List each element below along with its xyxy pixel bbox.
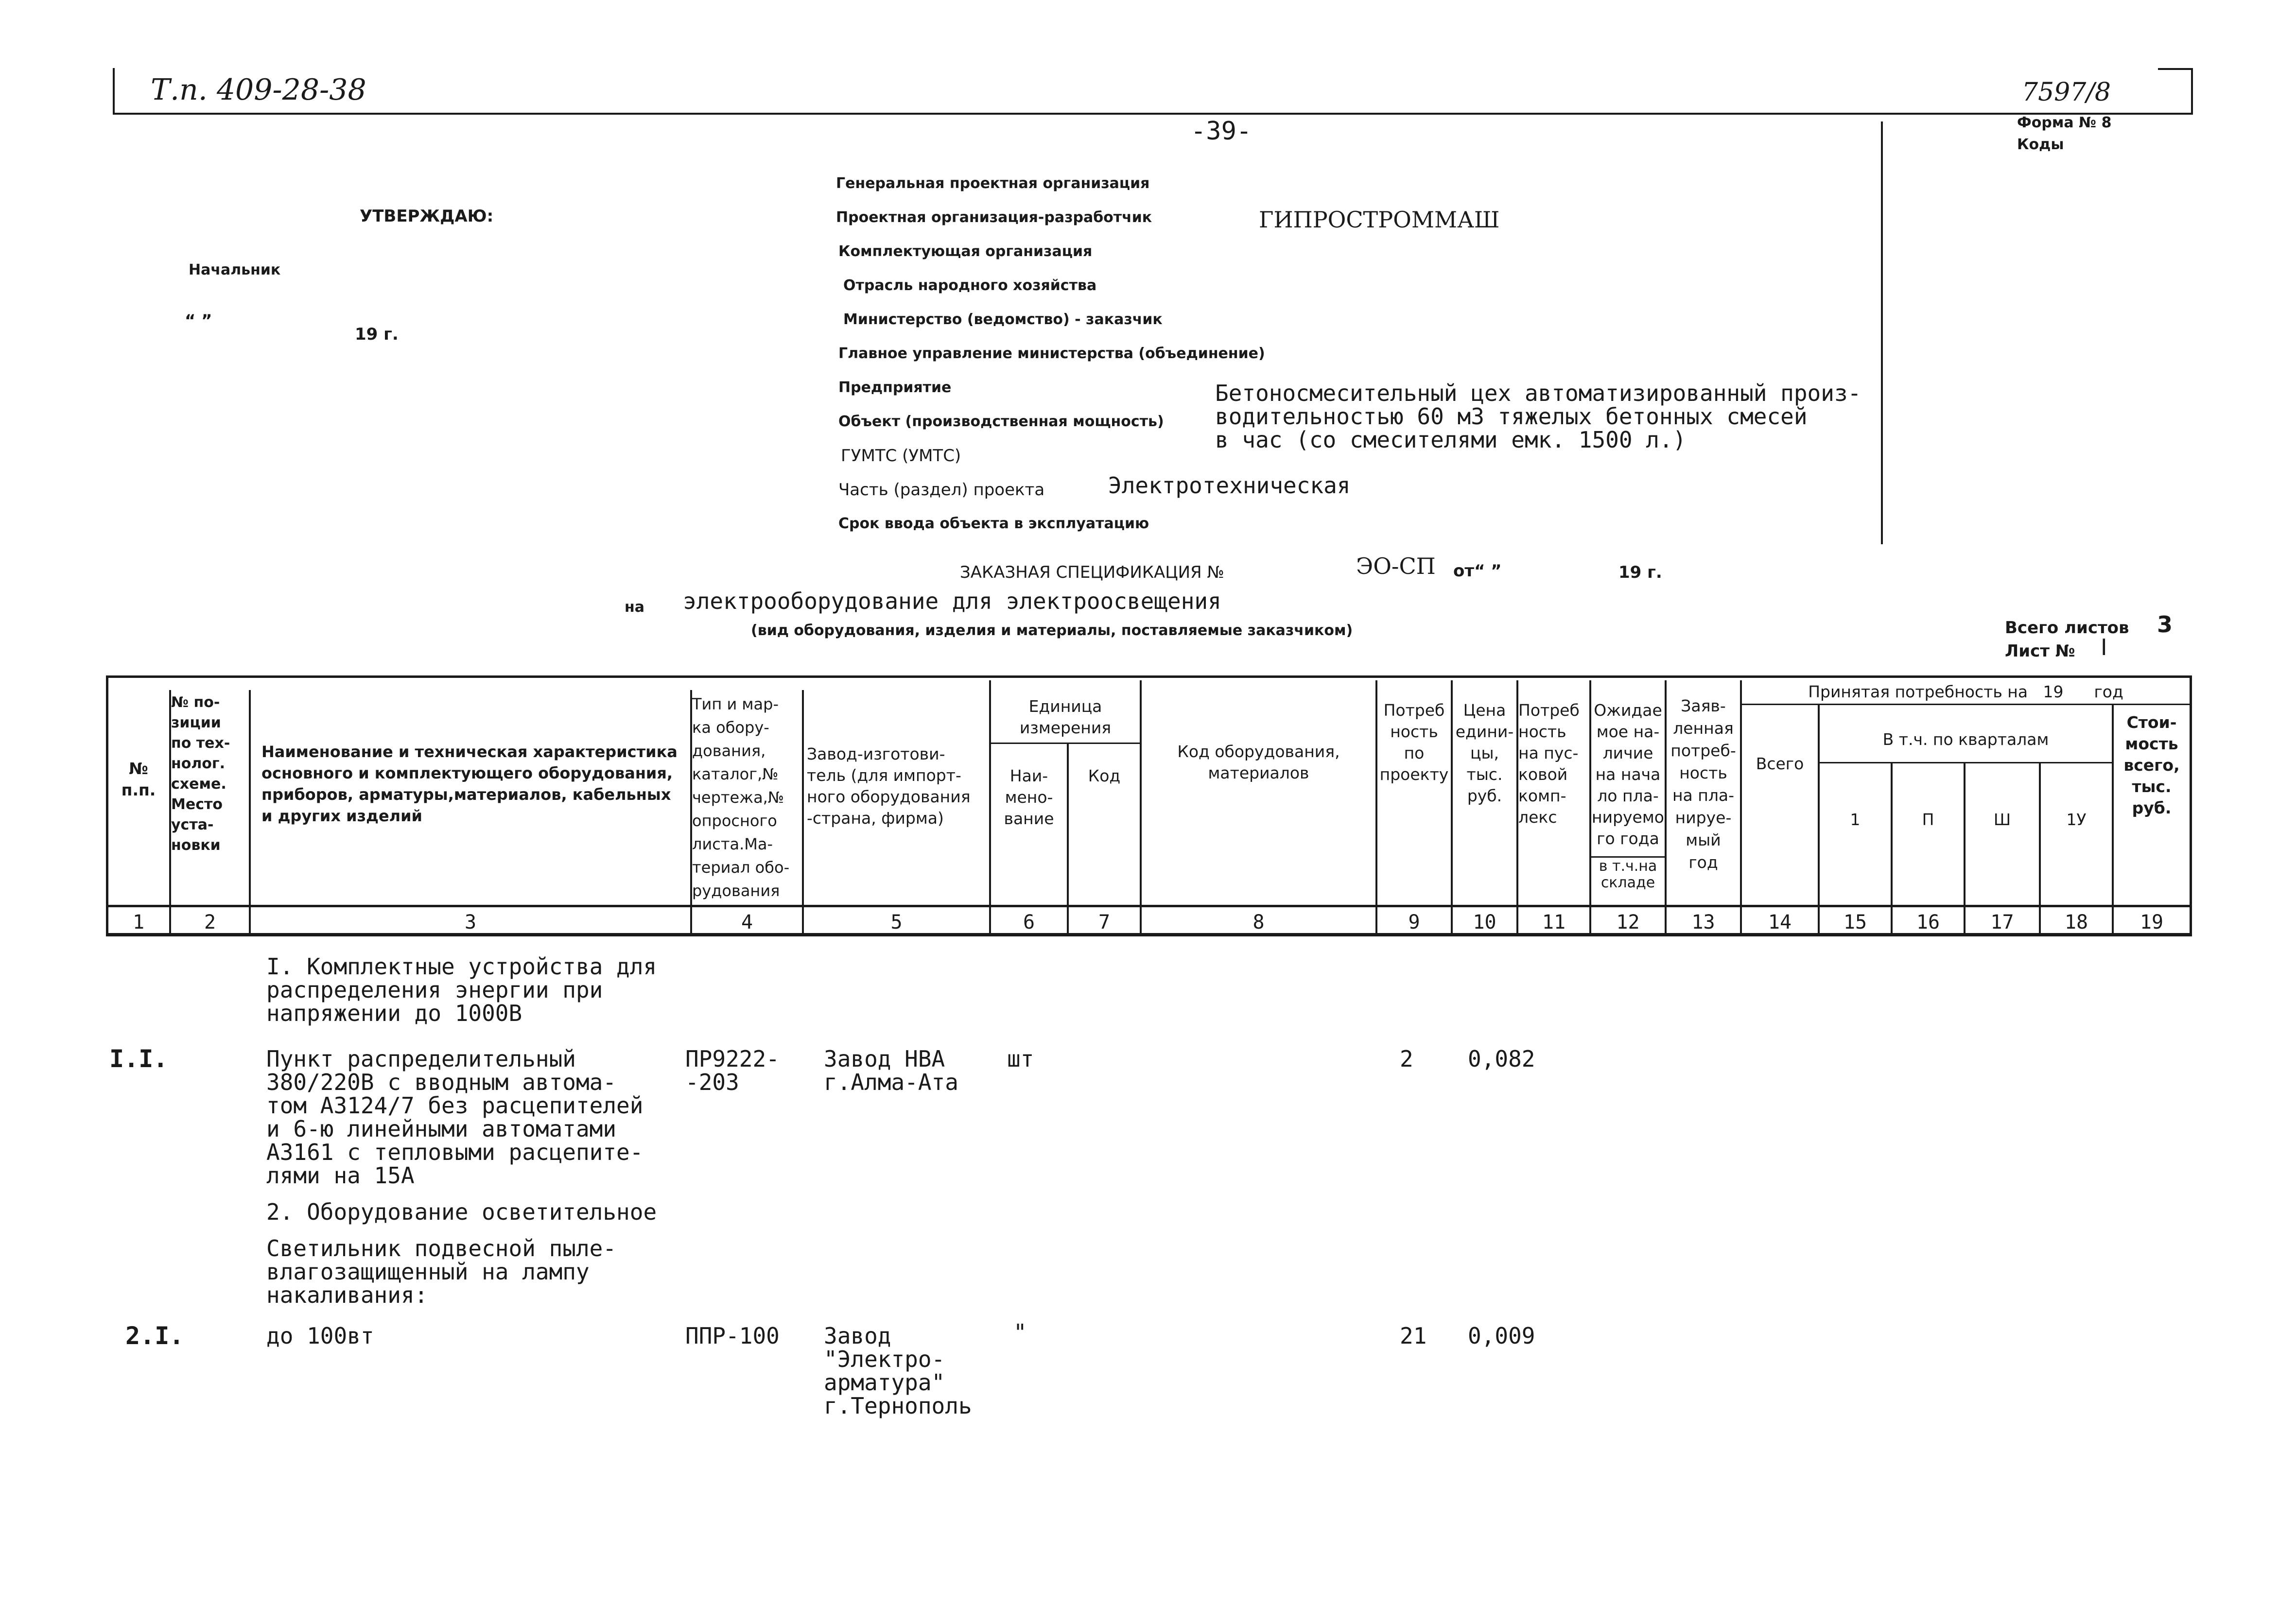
object-value-line-3: в час (со смесителями емк. 1500 л.) [1215, 427, 1687, 453]
page-number: -39- [1191, 117, 1252, 146]
top-frame-left-tick [113, 68, 115, 114]
col-header-7: Код [1088, 766, 1121, 785]
spec-note: (вид оборудования, изделия и материалы, поставляемые заказчиком) [751, 622, 1353, 639]
col-header-quarter-3: Ш [1993, 810, 2011, 829]
col-header-1: № п.п. [121, 759, 156, 799]
col-number-5: 5 [890, 911, 903, 933]
col-header-13: Заяв- ленная потреб- ность на пла- нируе- мый год [1670, 696, 1736, 872]
row-1-plant: Завод НВА г.Алма-Ата [824, 1046, 958, 1095]
table-top-border [106, 675, 2192, 678]
table-col-line-17 [2039, 763, 2041, 936]
table-col-line-0 [106, 675, 108, 936]
table-col-line-7 [1140, 680, 1142, 936]
developer-org-value: ГИПРОСТРОММАШ [1259, 207, 1500, 233]
object-value-line-2: водительностью 60 м3 тяжелых бетонных смесей [1215, 403, 1808, 430]
table-col-line-19 [2190, 675, 2192, 936]
table-col-line-2 [249, 690, 251, 936]
row-1-need: 2 [1400, 1046, 1413, 1072]
row-2-position: 2.I. [125, 1322, 184, 1350]
table-col-line-4 [802, 690, 804, 936]
col-number-1: 1 [132, 911, 145, 933]
total-sheets-value: 3 [2157, 611, 2173, 638]
tp-code: Т.п. 409-28-38 [151, 73, 366, 107]
sheet-value: I [2101, 634, 2107, 660]
col-number-9: 9 [1408, 911, 1420, 933]
row-2-price: 0,009 [1468, 1323, 1535, 1349]
col-number-10: 10 [1473, 911, 1496, 933]
col-number-15: 15 [1843, 911, 1867, 933]
gumts-label: ГУМТС (УМТС) [841, 446, 961, 466]
spec-year: 19 г. [1618, 563, 1662, 582]
col-header-quarter-1: 1 [1850, 810, 1861, 829]
col-number-7: 7 [1098, 911, 1111, 933]
spec-from: от“ ” [1453, 561, 1502, 581]
unit-header-divider [989, 743, 1141, 744]
table-col-line-16 [1964, 763, 1966, 936]
col-header-quarter-2: П [1922, 810, 1934, 829]
col-header-quarter-4: 1У [2066, 810, 2087, 829]
col-header-2: № по- зиции по тех- нолог. схеме. Место уста- новки [171, 694, 230, 854]
row-1-type: ПР9222- -203 [685, 1046, 780, 1095]
top-frame-right-tick [2191, 68, 2193, 114]
row-1-name: Пункт распределительный 380/220В с вводным автома- том А3124/7 без расцепителей и 6-ю линейными автоматами А3161 с тепловыми расцепите- лями на 15А [266, 1046, 644, 1189]
spec-title: ЗАКАЗНАЯ СПЕЦИФИКАЦИЯ № [960, 563, 1224, 582]
project-part-value: Электротехническая [1108, 472, 1351, 499]
row-2-need: 21 [1400, 1323, 1427, 1349]
col-number-4: 4 [741, 911, 753, 933]
col-number-11: 11 [1542, 911, 1566, 933]
col-number-13: 13 [1691, 911, 1715, 933]
enterprise-label: Предприятие [838, 379, 952, 396]
developer-org-label: Проектная организация-разработчик [836, 209, 1152, 226]
quarters-header-divider [1818, 762, 2113, 763]
project-part-label: Часть (раздел) проекта [838, 480, 1045, 500]
section-1-heading: I. Комплектные устройства для распределения энергии при напряжении до 1000В [266, 953, 657, 1026]
col-header-3: Наименование и техническая характеристика основного и комплектующего оборудования, приборов, арматуры,материалов, кабельных и других изделий [261, 743, 678, 825]
col-number-6: 6 [1023, 911, 1035, 933]
top-frame-right-cap [2158, 68, 2192, 70]
complect-org-label: Комплектующая организация [838, 243, 1093, 260]
row-1-position: I.I. [109, 1045, 168, 1073]
col-number-19: 19 [2139, 911, 2164, 933]
form-number: Форма № 8 [2017, 114, 2112, 131]
codes-label: Коды [2017, 136, 2064, 153]
table-numbers-bottom-border [106, 933, 2192, 936]
col-header-11: Потреб ность на пус- ковой комп- лекс [1518, 701, 1580, 827]
branch-label: Отрасль народного хозяйства [843, 277, 1097, 294]
spec-subject: электрооборудование для электроосвещения [683, 588, 1221, 614]
col-header-19: Стои- мость всего, тыс. руб. [2123, 713, 2180, 817]
row-1-unit: шт [1007, 1046, 1034, 1072]
row-2-name: до 100вт [266, 1323, 374, 1349]
row-1-price: 0,082 [1468, 1046, 1535, 1072]
accepted-header-divider [1740, 704, 2191, 705]
row-2-unit: " [1013, 1319, 1027, 1346]
approve-date-quotes: “ ” [185, 311, 212, 330]
col-header-5: Завод-изготови- тель (для импорт- ного оборудования -страна, фирма) [807, 744, 971, 828]
col-header-12: Ожидае мое на- личие на нача ло пла- нируемо го года [1592, 701, 1664, 848]
table-header-bottom-border [106, 905, 2192, 907]
section-2-subheading: Светильник подвесной пыле- влагозащищенный на лампу накаливания: [266, 1235, 617, 1308]
top-frame-line [113, 113, 2193, 115]
chief-label: Начальник [189, 261, 281, 278]
quarters-group-header: В т.ч. по кварталам [1882, 730, 2049, 749]
header-vertical-divider [1881, 121, 1883, 544]
table-col-line-13 [1740, 680, 1742, 936]
sheet-label: Лист № [2005, 641, 2075, 661]
approve-title: УТВЕРЖДАЮ: [360, 207, 494, 226]
row-2-type: ППР-100 [685, 1323, 780, 1349]
object-value-line-1: Бетоносмесительный цех автоматизированный произ- [1215, 380, 1861, 406]
col-header-9: Потреб ность по проекту [1379, 701, 1449, 784]
col-header-10: Цена едини- цы, тыс. руб. [1455, 701, 1514, 805]
col-header-12-stock: в т.ч.на складе [1599, 858, 1657, 891]
col-number-2: 2 [204, 911, 216, 933]
col-number-3: 3 [464, 911, 477, 933]
col-number-12: 12 [1616, 911, 1640, 933]
total-sheets-label: Всего листов [2005, 618, 2129, 638]
col-header-6: Наи- мено- вание [1004, 766, 1054, 828]
unit-group-header: Единица измерения [1019, 697, 1112, 737]
table-col-line-15 [1891, 763, 1893, 936]
col-header-14: Всего [1756, 754, 1804, 773]
col-header-8: Код оборудования, материалов [1177, 742, 1340, 782]
object-label: Объект (производственная мощность) [838, 413, 1164, 430]
col-number-17: 17 [1990, 911, 2014, 933]
approve-year: 19 г. [355, 325, 399, 344]
general-org-label: Генеральная проектная организация [836, 175, 1150, 192]
main-department-label: Главное управление министерства (объединение) [838, 345, 1265, 362]
spec-number: ЭО-СП [1356, 553, 1436, 579]
col-number-16: 16 [1916, 911, 1940, 933]
accepted-group-header: Принятая потребность на 19 год [1808, 682, 2123, 701]
ministry-label: Министерство (ведомство) - заказчик [843, 311, 1163, 328]
col-number-14: 14 [1768, 911, 1792, 933]
section-2-heading: 2. Оборудование осветительное [266, 1199, 657, 1225]
spec-na: на [625, 599, 644, 616]
col-number-18: 18 [2064, 911, 2088, 933]
col-number-8: 8 [1252, 911, 1265, 933]
archive-number: 7597/8 [2022, 78, 2111, 107]
col-header-4: Тип и мар- ка обору- дования, каталог,№ чертежа,№ опросного листа.Ма- териал обо- рудования [692, 695, 790, 900]
row-2-plant: Завод "Электро- арматура" г.Тернополь [824, 1323, 972, 1419]
commissioning-term-label: Срок ввода объекта в эксплуатацию [838, 515, 1149, 532]
